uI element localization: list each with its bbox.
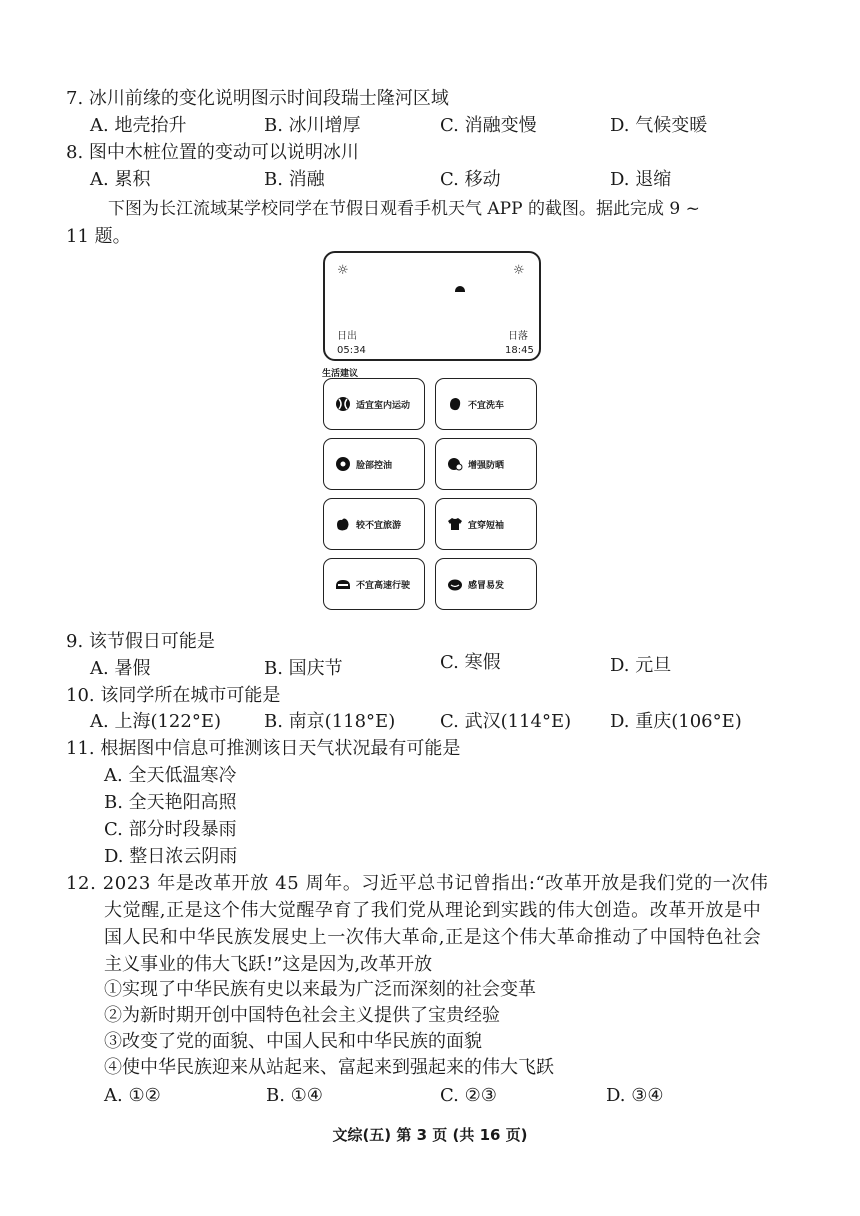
advice-card-cold (435, 558, 537, 610)
advice-label: 较不宜旅游 (356, 520, 402, 531)
q8-option-a: A. 累积 (90, 169, 151, 190)
q7-option-d: D. 气候变暖 (610, 115, 708, 136)
car-wash-icon (446, 395, 464, 413)
advice-label: 适宜室内运动 (356, 400, 411, 411)
sun-position-icon (455, 286, 465, 292)
advice-label: 不宜高速行驶 (356, 580, 411, 591)
question-10-stem: 10. 该同学所在城市可能是 (66, 685, 281, 706)
advice-card-tshirt (435, 498, 537, 550)
q10-option-a: A. 上海(122°E) (90, 711, 221, 732)
question-12-line-2: 大觉醒,正是这个伟大觉醒孕育了我们党从理论到实践的伟大创造。改革开放是中 (104, 900, 762, 921)
sunrise-time: 05:34 (337, 345, 366, 356)
q9-option-d: D. 元旦 (610, 655, 672, 676)
tshirt-icon (446, 515, 464, 533)
q11-option-d: D. 整日浓云阴雨 (104, 846, 238, 867)
q12-statement-2: ②为新时期开创中国特色社会主义提供了宝贵经验 (104, 1005, 500, 1026)
q11-option-b: B. 全天艳阳高照 (104, 792, 237, 813)
intro-line-1: 下图为长江流域某学校同学在节假日观看手机天气 APP 的截图。据此完成 9 ~ (108, 199, 700, 219)
question-11-stem: 11. 根据图中信息可推测该日天气状况最有可能是 (66, 738, 461, 759)
sunrise-icon: ☼ (337, 263, 349, 278)
q12-option-d: D. ③④ (606, 1085, 664, 1106)
advice-card-travel (323, 498, 425, 550)
advice-card-car-wash (435, 378, 537, 430)
question-12-line-1: 12. 2023 年是改革开放 45 周年。习近平总书记曾指出:“改革开放是我们党的一次伟 (66, 873, 769, 894)
advice-label: 脸部控油 (356, 460, 393, 471)
life-advice-title: 生活建议 (322, 369, 359, 379)
q12-option-c: C. ②③ (440, 1085, 497, 1106)
question-12-line-3: 国人民和中华民族发展史上一次伟大革命,正是这个伟大革命推动了中国特色社会 (104, 927, 762, 948)
question-12-line-4: 主义事业的伟大飞跃!”这是因为,改革开放 (104, 954, 433, 975)
sunrise-sunset-panel (323, 251, 541, 361)
advice-label: 增强防晒 (468, 460, 505, 471)
q9-option-c: C. 寒假 (440, 652, 501, 673)
q7-option-b: B. 冰川增厚 (264, 115, 361, 136)
advice-card-face-oil (323, 438, 425, 490)
cold-icon (446, 575, 464, 593)
face-oil-icon (334, 455, 352, 473)
question-8-stem: 8. 图中木桩位置的变动可以说明冰川 (66, 142, 359, 163)
q10-option-b: B. 南京(118°E) (264, 711, 396, 732)
advice-card-sport (323, 378, 425, 430)
driving-icon (334, 575, 352, 593)
q12-statement-3: ③改变了党的面貌、中国人民和中华民族的面貌 (104, 1031, 482, 1052)
q12-option-a: A. ①② (104, 1085, 161, 1106)
question-7-stem: 7. 冰川前缘的变化说明图示时间段瑞士隆河区域 (66, 88, 449, 109)
q9-option-a: A. 暑假 (90, 658, 151, 679)
q11-option-c: C. 部分时段暴雨 (104, 819, 237, 840)
q8-option-c: C. 移动 (440, 169, 501, 190)
sunset-time: 18:45 (505, 345, 534, 356)
q8-option-b: B. 消融 (264, 169, 325, 190)
q11-option-a: A. 全天低温寒冷 (104, 765, 237, 786)
q12-option-b: B. ①④ (266, 1085, 323, 1106)
q7-option-a: A. 地壳抬升 (90, 115, 187, 136)
q10-option-d: D. 重庆(106°E) (610, 711, 742, 732)
sunrise-label: 日出 (337, 331, 357, 342)
sunset-label: 日落 (508, 331, 528, 342)
page-footer: 文综(五) 第 3 页 (共 16 页) (332, 1126, 528, 1144)
intro-line-2: 11 题。 (66, 226, 131, 247)
advice-card-sunscreen (435, 438, 537, 490)
q12-statement-1: ①实现了中华民族有史以来最为广泛而深刻的社会变革 (104, 979, 536, 1000)
question-9-stem: 9. 该节假日可能是 (66, 631, 215, 652)
sport-icon (334, 395, 352, 413)
q7-option-c: C. 消融变慢 (440, 115, 537, 136)
q12-statement-4: ④使中华民族迎来从站起来、富起来到强起来的伟大飞跃 (104, 1057, 554, 1078)
q9-option-b: B. 国庆节 (264, 658, 343, 679)
advice-label: 不宜洗车 (468, 400, 505, 411)
sunscreen-icon (446, 455, 464, 473)
advice-label: 宜穿短袖 (468, 520, 505, 531)
advice-label: 感冒易发 (468, 580, 505, 591)
sunset-icon: ☼ (513, 263, 525, 278)
q10-option-c: C. 武汉(114°E) (440, 711, 572, 732)
advice-card-driving (323, 558, 425, 610)
q8-option-d: D. 退缩 (610, 169, 672, 190)
travel-icon (334, 515, 352, 533)
weather-app-screenshot (320, 247, 550, 617)
